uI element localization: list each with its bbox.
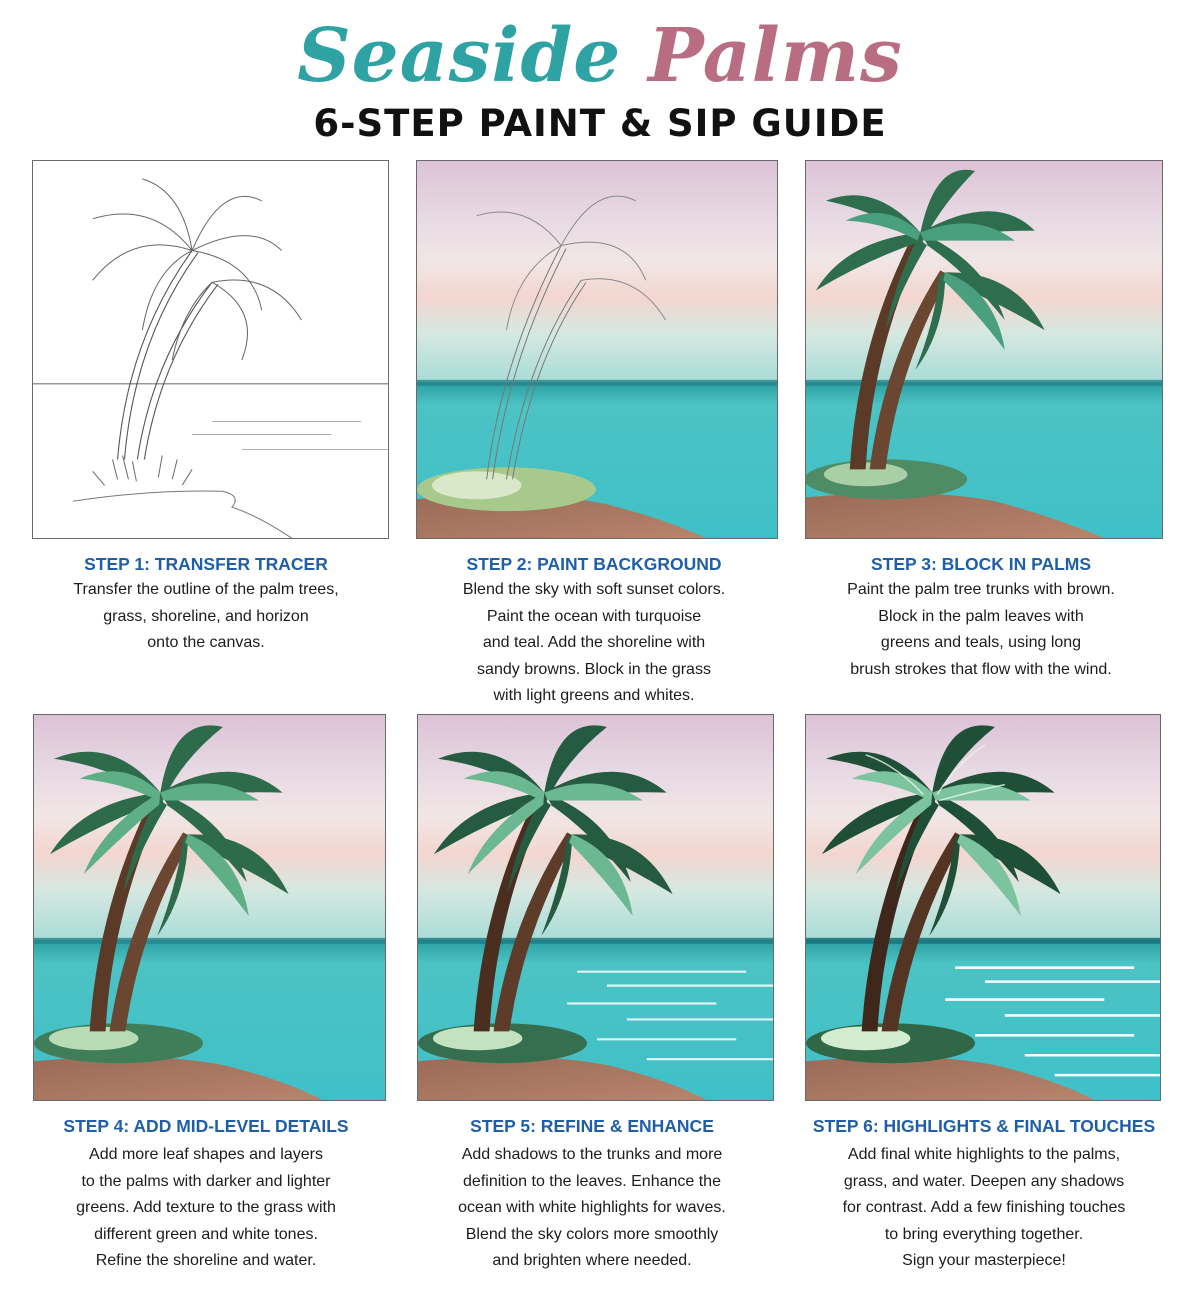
step-1-title: STEP 1: TRANSFER TRACER [84,554,328,574]
step-3-line-4: brush strokes that flow with the wind. [850,660,1112,678]
step-4-description [30,1142,382,1275]
step-2-description [416,577,772,710]
step-3-description [805,577,1157,683]
step-2-image [416,160,778,539]
step-2-line-1: Blend the sky with soft sunset colors. [462,581,726,598]
step-4-line-5: Refine the shoreline and water. [95,1252,317,1269]
step-5-line-2: definition to the leaves. Enhance the [463,1172,721,1190]
step-6-title: STEP 6: HIGHLIGHTS & FINAL TOUCHES [812,1116,1156,1136]
step-1-line-3: onto the canvas. [147,634,265,651]
step-5-line-5: and brighten where needed. [492,1252,692,1269]
step-4-line-1: Add more leaf shapes and layers [89,1146,323,1163]
step-2-line-4: sandy browns. Block in the grass [477,660,711,678]
title-word-seaside: Seaside [297,13,622,99]
step-1-description [32,577,380,657]
step-1-line-2: grass, shoreline, and horizon [103,607,309,625]
step-6-description [805,1142,1163,1275]
step-4-line-3: greens. Add texture to the grass with [76,1199,336,1216]
step-3-line-1: Paint the palm tree trunks with brown. [847,581,1115,598]
title-word-palms: Palms [648,13,903,99]
page-title [0,8,1200,104]
step-1-image [32,160,389,539]
step-5-image [417,714,774,1101]
step-3-line-2: Block in the palm leaves with [878,607,1084,625]
step-3-line-3: greens and teals, using long [880,634,1082,651]
step-1-line-1: Transfer the outline of the palm trees, [73,581,339,598]
step-2-title: STEP 2: PAINT BACKGROUND [466,554,722,574]
step-3-title: STEP 3: BLOCK IN PALMS [870,554,1092,574]
step-5-description [417,1142,767,1275]
step-4-title: STEP 4: ADD MID-LEVEL DETAILS [63,1116,349,1136]
step-2-line-3: and teal. Add the shoreline with [482,634,706,651]
step-2-line-5: with light greens and whites. [493,687,695,704]
step-6-line-1: Add final white highlights to the palms, [847,1146,1121,1163]
step-5-line-1: Add shadows to the trunks and more [461,1146,723,1163]
step-6-line-5: Sign your masterpiece! [902,1252,1066,1269]
header [0,0,1200,150]
step-4-image [33,714,386,1101]
step-6-line-3: for contrast. Add a few finishing touches [842,1199,1126,1216]
step-6-image [805,714,1161,1101]
step-4-line-4: different green and white tones. [94,1225,318,1243]
step-6-line-4: to bring everything together. [884,1225,1084,1243]
step-5-line-4: Blend the sky colors more smoothly [465,1225,719,1243]
step-2-line-2: Paint the ocean with turquoise [486,607,702,625]
step-6-line-2: grass, and water. Deepen any shadows [843,1172,1125,1190]
step-5-title: STEP 5: REFINE & ENHANCE [470,1116,714,1136]
step-5-line-3: ocean with white highlights for waves. [458,1199,726,1216]
step-4-line-2: to the palms with darker and lighter [81,1172,331,1190]
step-3-image [805,160,1163,539]
page-subtitle: 6-STEP PAINT & SIP GUIDE [313,102,887,145]
